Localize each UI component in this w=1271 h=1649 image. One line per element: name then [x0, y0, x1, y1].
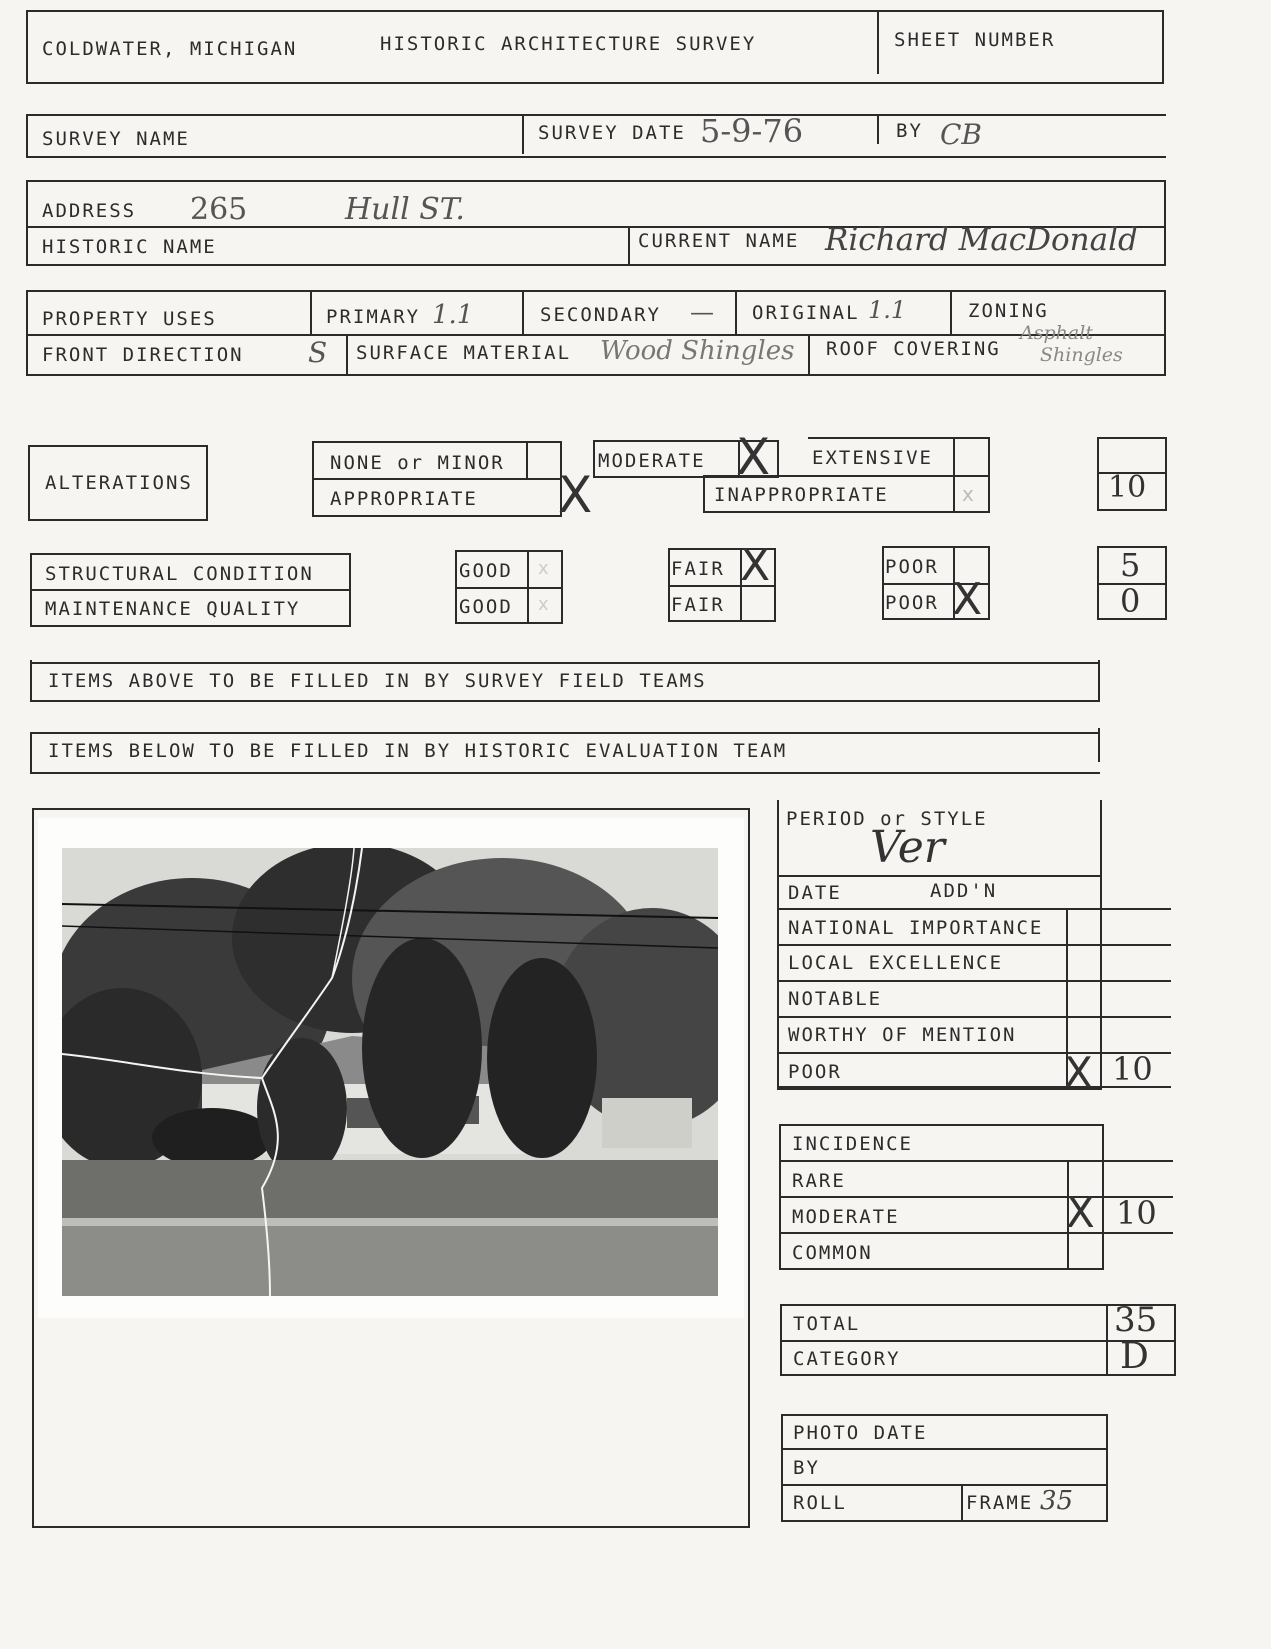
items-below-note: ITEMS BELOW TO BE FILLED IN BY HISTORIC EVALUATION TEAM	[48, 740, 788, 762]
photo-by-label: BY	[793, 1457, 820, 1479]
good-faint-mark-1: x	[538, 558, 549, 579]
city-label: COLDWATER, MICHIGAN	[42, 38, 298, 60]
common-label: COMMON	[792, 1242, 873, 1264]
maintenance-score: 0	[1120, 582, 1141, 620]
historic-name-label: HISTORIC NAME	[42, 236, 217, 258]
maintenance-poor-check-mark: X	[952, 574, 983, 625]
structural-fair-check-mark: X	[740, 540, 771, 591]
appropriate-check-mark: X	[558, 466, 593, 524]
fair-label-structural: FAIR	[671, 558, 725, 580]
form-title: HISTORIC ARCHITECTURE SURVEY	[380, 33, 757, 55]
original-value: 1.1	[868, 296, 907, 324]
primary-label: PRIMARY	[326, 306, 421, 328]
structural-condition-label: STRUCTURAL CONDITION	[45, 563, 314, 585]
eval-addn-label: ADD'N	[930, 880, 998, 902]
moderate-label: MODERATE	[598, 450, 706, 472]
none-minor-divider	[312, 478, 562, 480]
good-label-maintenance: GOOD	[459, 596, 513, 618]
totals-value-col	[1106, 1304, 1108, 1376]
secondary-label: SECONDARY	[540, 304, 661, 326]
uses-col-4	[950, 290, 952, 334]
category-label: CATEGORY	[793, 1348, 901, 1370]
items-below-right	[1098, 728, 1100, 762]
roll-label: ROLL	[793, 1492, 847, 1514]
address-street: Hull ST.	[345, 192, 465, 227]
local-excellence-label: LOCAL EXCELLENCE	[788, 952, 1004, 974]
condition-label-divider	[30, 589, 351, 591]
eval-date-label: DATE	[788, 882, 842, 904]
inappropriate-faint-mark: x	[962, 482, 974, 506]
survey-by-label: BY	[896, 120, 923, 142]
importance-row-1	[777, 944, 1171, 946]
property-uses-label: PROPERTY USES	[42, 308, 217, 330]
category-value: D	[1120, 1336, 1149, 1377]
survey-divider-2	[877, 114, 879, 144]
eval-poor-check-mark: X	[1064, 1048, 1093, 1097]
survey-divider-1	[522, 114, 524, 154]
front-col-1	[346, 334, 348, 374]
total-label: TOTAL	[793, 1313, 861, 1335]
property-uses-divider	[26, 334, 1166, 336]
address-number: 265	[190, 192, 248, 227]
frame-label: FRAME	[966, 1492, 1034, 1514]
survey-row-top	[26, 114, 1166, 116]
alterations-label: ALTERATIONS	[45, 472, 193, 494]
period-divider	[777, 875, 1102, 877]
period-style-label: PERIOD or STYLE	[786, 808, 988, 830]
importance-row-3	[777, 1016, 1171, 1018]
frame-col	[961, 1484, 963, 1522]
incidence-row-3	[779, 1232, 1173, 1234]
items-above-note: ITEMS ABOVE TO BE FILLED IN BY SURVEY FIELD TEAMS	[48, 670, 707, 692]
worthy-of-mention-label: WORTHY OF MENTION	[788, 1024, 1017, 1046]
photo-date-label: PHOTO DATE	[793, 1422, 928, 1444]
poor-label-maintenance: POOR	[885, 592, 939, 614]
front-col-2	[808, 334, 810, 374]
incidence-moderate-label: MODERATE	[792, 1206, 900, 1228]
incidence-label: INCIDENCE	[792, 1133, 913, 1155]
structural-score: 5	[1120, 546, 1141, 584]
frame-value: 35	[1040, 1486, 1074, 1516]
house-photo	[62, 848, 718, 1296]
good-label-structural: GOOD	[459, 560, 513, 582]
survey-name-label: SURVEY NAME	[42, 128, 190, 150]
current-name-divider	[628, 226, 630, 264]
sheet-number-label: SHEET NUMBER	[894, 29, 1056, 51]
inappropriate-label: INAPPROPRIATE	[714, 484, 889, 506]
survey-date-value: 5-9-76	[700, 112, 804, 150]
none-minor-label: NONE or MINOR	[330, 452, 505, 474]
rare-label: RARE	[792, 1170, 846, 1192]
surface-material-label: SURFACE MATERIAL	[356, 342, 572, 364]
header-divider	[877, 10, 879, 74]
photo-info-row-1	[781, 1448, 1108, 1450]
current-name-value: Richard MacDonald	[825, 222, 1138, 258]
current-name-label: CURRENT NAME	[638, 230, 800, 252]
appropriate-label: APPROPRIATE	[330, 488, 478, 510]
totals-divider	[780, 1340, 1176, 1342]
original-label: ORIGINAL	[752, 302, 860, 324]
incidence-row-1	[779, 1160, 1173, 1162]
surface-material-value: Wood Shingles	[600, 336, 795, 366]
zoning-label: ZONING	[968, 300, 1049, 322]
secondary-value: —	[690, 298, 714, 326]
notable-label: NOTABLE	[788, 988, 883, 1010]
front-direction-value: S	[308, 336, 328, 369]
total-value: 35	[1114, 1300, 1158, 1340]
good-faint-mark-2: x	[538, 594, 549, 615]
national-importance-label: NATIONAL IMPORTANCE	[788, 917, 1044, 939]
house-photo-image	[62, 848, 718, 1296]
roof-covering-label: ROOF COVERING	[826, 338, 1001, 360]
roof-covering-value-1: Asphalt	[1020, 322, 1093, 344]
maintenance-quality-label: MAINTENANCE QUALITY	[45, 598, 301, 620]
importance-row-2	[777, 980, 1171, 982]
good-divider	[455, 587, 563, 589]
front-direction-label: FRONT DIRECTION	[42, 344, 244, 366]
poor-label-structural: POOR	[885, 556, 939, 578]
uses-col-1	[310, 290, 312, 334]
roof-covering-value-2: Shingles	[1040, 344, 1123, 366]
incidence-moderate-check-mark: X	[1066, 1188, 1095, 1237]
period-style-value: Ver	[870, 822, 945, 873]
alterations-score: 10	[1108, 470, 1147, 505]
eval-poor-score: 10	[1112, 1050, 1153, 1088]
fair-label-maintenance: FAIR	[671, 594, 725, 616]
eval-poor-label: POOR	[788, 1061, 842, 1083]
uses-col-2	[522, 290, 524, 334]
incidence-row-2	[779, 1196, 1173, 1198]
uses-col-3	[735, 290, 737, 334]
none-minor-check-col	[526, 441, 528, 478]
survey-by-value: CB	[940, 118, 982, 151]
extensive-label: EXTENSIVE	[812, 447, 933, 469]
good-check-col	[527, 550, 529, 624]
address-label: ADDRESS	[42, 200, 137, 222]
survey-date-label: SURVEY DATE	[538, 122, 686, 144]
moderate-check-mark: X	[736, 428, 771, 486]
incidence-moderate-score: 10	[1116, 1194, 1157, 1232]
primary-value: 1.1	[432, 300, 474, 330]
items-above-top	[30, 662, 1100, 664]
